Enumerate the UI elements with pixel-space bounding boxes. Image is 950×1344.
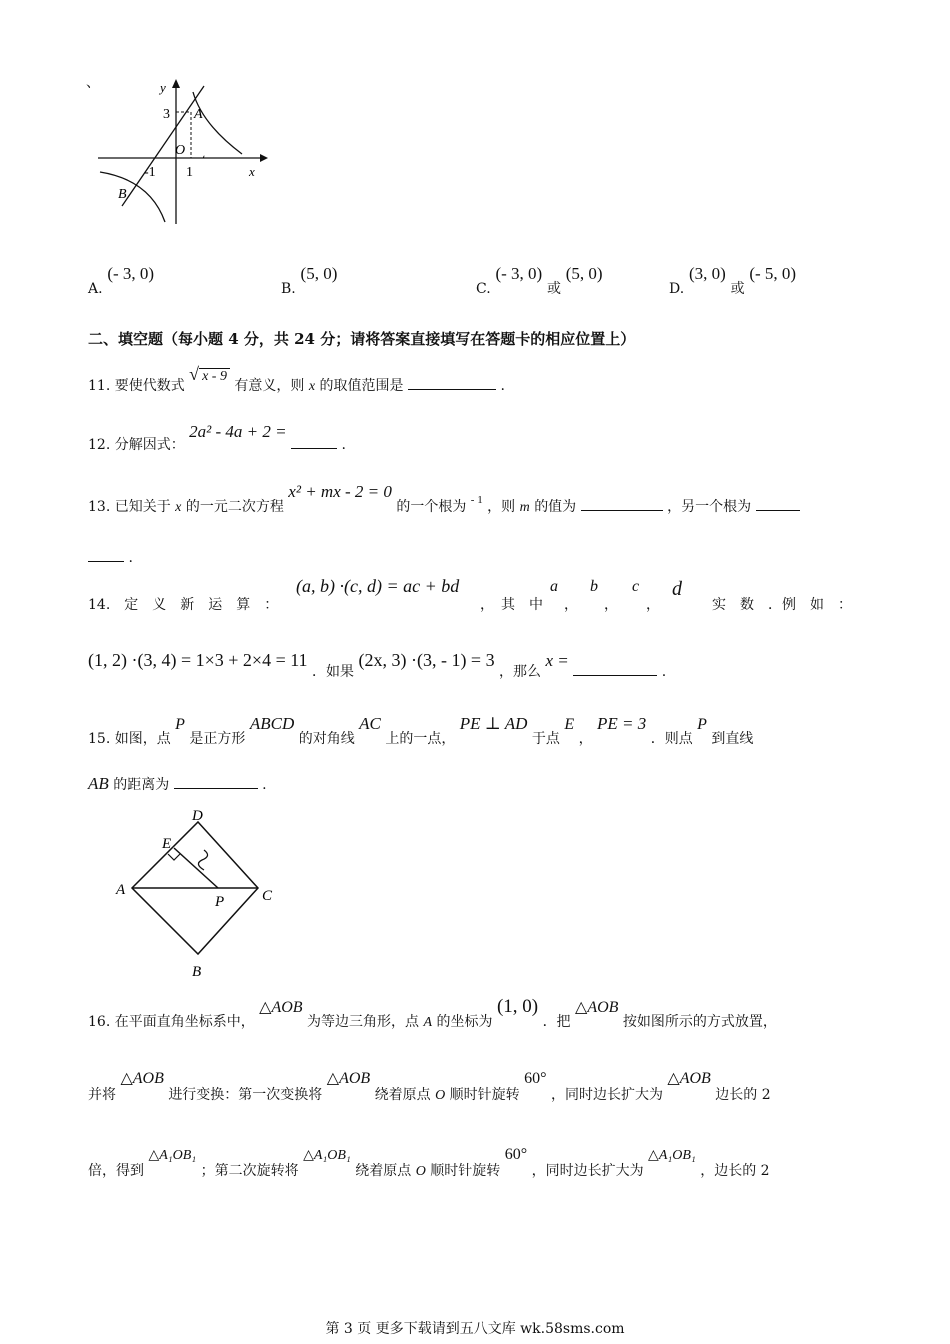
triangle-aob: △AOB [120,1070,164,1087]
q15-t1: 是正方形 [189,731,246,747]
triangle-a1ob1: △A₁OB₁ [303,1148,351,1163]
q13-mid3: ，则 [487,499,516,515]
var-a: a [550,578,558,595]
q16-l3-t4: ，同时边长扩大为 [531,1163,644,1179]
sqrt-expression: √ x - 9 [189,364,230,385]
option-expr-2: (- 5, 0) [749,264,797,283]
var-b: b [590,578,598,595]
q12-prefix: 12. 分解因式： [88,437,185,453]
q11-suffix: 有意义，则 [234,378,305,394]
square-abcd: ABCD [249,714,295,733]
point-e: E [564,716,575,733]
comma: ， [604,597,618,613]
point-p-2: P [697,716,707,733]
option-letter: B. [281,281,296,297]
question-13-continued [88,547,133,566]
answer-blank[interactable] [573,661,657,676]
q13-var-m: m [519,500,530,515]
option-b [281,264,338,297]
question-14-line-2 [88,650,667,680]
option-expr: (- 3, 0) [495,264,543,283]
squiggle-mark [198,850,207,870]
q15-t8: 的距离为 [113,777,170,793]
label-a: A [116,882,126,898]
q15-prefix: 15. 如图，点 [88,731,171,747]
var-d: d [672,578,682,600]
q16-l2-t3: 顺时针旋转 [449,1087,520,1103]
q14-condition: (2x, 3) ·(3, - 1) = 3 [358,650,495,670]
angle-60: 60° [524,1070,547,1087]
q16-l3-t3: 顺时针旋转 [430,1163,501,1179]
option-d [669,264,797,297]
figure-square-abcd [112,806,282,982]
q14-definition: (a, b) ·(c, d) = ac + bd [296,576,460,596]
label-b: B [192,964,202,980]
comma: ， [564,597,578,613]
pe-perp-ad: PE ⊥ AD [459,714,528,733]
answer-blank[interactable] [291,434,337,449]
figure-hyperbola-graph [92,78,268,228]
question-16-line-2 [88,1068,771,1103]
tick-label-neg1: -1 [144,165,156,180]
stray-mark: 、 [86,75,100,91]
stray-dot: ، [202,150,206,161]
label-c: C [262,888,273,904]
answer-blank[interactable] [174,774,258,789]
q14-then: ，那么 [499,664,542,680]
line-ab: AB [88,774,109,793]
label-d: D [192,808,203,824]
q13-mid1: 的一元二次方程 [185,499,284,515]
point-a-label: A [194,107,203,122]
x-axis-label: x [249,164,255,179]
angle-60: 60° [504,1146,528,1163]
x-axis-arrow [260,154,268,162]
q14-end1: 实 数 ．例 如 ： [712,597,852,613]
section-heading: 二、填空题（每小题 4 分，共 24 分；请将答案直接填写在答题卡的相应位置上） [88,330,636,348]
q13-mid2: 的一个根为 [396,499,467,515]
q12-expression: 2a² - 4a + 2 = [189,422,287,441]
q11-var: x [308,379,316,394]
coordinate-a: (1, 0) [496,996,539,1017]
q16-l3-t5: ，边长的 2 [700,1163,770,1179]
answer-blank-root-continued[interactable] [88,547,124,562]
q16-t1: 为等边三角形，点 [307,1014,420,1030]
q15-t7: 到直线 [711,731,754,747]
q16-l2-t5: 边长的 2 [715,1087,771,1103]
point-b-label: B [118,187,127,202]
q13-var: x [175,500,182,515]
option-expr: (- 3, 0) [107,264,155,283]
option-expr: (5, 0) [300,264,338,283]
answer-blank-m[interactable] [581,496,663,511]
origin-o: O [415,1164,426,1179]
q15-end: . [262,777,267,793]
triangle-aob: △AOB [259,999,303,1016]
question-15-line-1 [88,714,754,747]
comma: ， [646,597,660,613]
option-a [88,264,155,297]
label-p: P [215,894,225,910]
question-15-line-2 [88,774,267,794]
triangle-aob: △AOB [326,1070,371,1087]
pe-equals-3: PE = 3 [597,714,647,733]
q13-mid4: 的值为 [534,499,577,515]
q16-l2-t2: 绕着原点 [374,1087,431,1103]
q16-t4: 按如图所示的方式放置， [622,1014,777,1030]
option-c [476,264,603,297]
question-13 [88,482,800,515]
q16-l2-t4: ，同时边长扩大为 [550,1087,663,1103]
segment-pe [174,848,218,888]
q11-end: . [500,378,505,394]
q12-end: . [341,437,346,453]
q14-end: . [661,664,667,680]
question-12 [88,422,346,453]
y-axis-label: y [160,80,166,95]
diagonal-ac: AC [359,714,381,733]
right-angle-mark [168,854,180,860]
option-letter: C. [476,281,491,297]
q13-end: . [128,550,133,566]
answer-blank-root[interactable] [756,496,800,511]
triangle-a1ob1: △A₁OB₁ [148,1148,197,1163]
question-16-line-3 [88,1144,770,1179]
answer-blank[interactable] [408,375,496,390]
q14-mid: ， 其 中 [480,597,543,613]
q14-prefix: 14. 定 义 新 运 算 ： [88,597,279,613]
tick-label-1: 1 [186,165,193,180]
option-expr-2: (5, 0) [565,264,603,283]
q13-root: - 1 [470,494,483,506]
q13-prefix: 13. 已知关于 [88,499,171,515]
tick-label-3: 3 [163,107,170,122]
origin-label: O [175,143,186,158]
label-e: E [162,836,172,852]
question-16-line-1 [88,996,777,1030]
q15-t5: ， [578,731,593,747]
origin-o: O [435,1088,446,1103]
var-c: c [632,578,640,595]
radicand: x - 9 [199,368,230,384]
q14-if: ．如果 [312,664,355,680]
q15-t3: 上的一点， [385,731,456,747]
q14-x-equals: x = [545,651,569,670]
line-ab [122,86,204,206]
point-p: P [175,716,185,733]
triangle-aob: △AOB [667,1070,711,1087]
q15-t4: 于点 [531,731,560,747]
q16-t2: 的坐标为 [436,1014,493,1030]
q16-t3: ．把 [542,1014,571,1030]
q13-equation: x² + mx - 2 = 0 [288,482,392,501]
triangle-aob: △AOB [575,999,619,1016]
option-letter: A. [88,281,103,297]
y-axis-arrow [172,79,180,88]
q13-mid5: ，另一个根为 [667,499,752,515]
hyperbola-branch-1 [193,92,242,154]
q16-l2-prefix: 并将 [88,1087,116,1103]
q11-prefix: 11. 要使代数式 [88,378,185,394]
q16-l2-t1: 进行变换：第一次变换将 [168,1087,323,1103]
option-or: 或 [730,281,745,297]
q15-t6: ．则点 [650,731,693,747]
q16-l3-t1: ；第二次旋转将 [200,1163,299,1179]
page-footer: 第 3 页 更多下载请到五八文库 wk.58sms.com [325,1321,625,1337]
q11-suffix2: 的取值范围是 [319,378,404,394]
option-letter: D. [669,281,685,297]
option-expr: (3, 0) [688,264,726,283]
point-a: A [423,1015,433,1030]
q14-example: (1, 2) ·(3, 4) = 1×3 + 2×4 = 11 [88,650,308,670]
triangle-a1ob1: △A₁OB₁ [648,1148,696,1163]
q16-l3-prefix: 倍，得到 [88,1163,144,1179]
question-11 [88,364,505,394]
q16-l3-t2: 绕着原点 [355,1163,412,1179]
q16-prefix: 16. 在平面直角坐标系中， [88,1014,255,1030]
q15-t2: 的对角线 [298,731,355,747]
option-or: 或 [546,281,561,297]
